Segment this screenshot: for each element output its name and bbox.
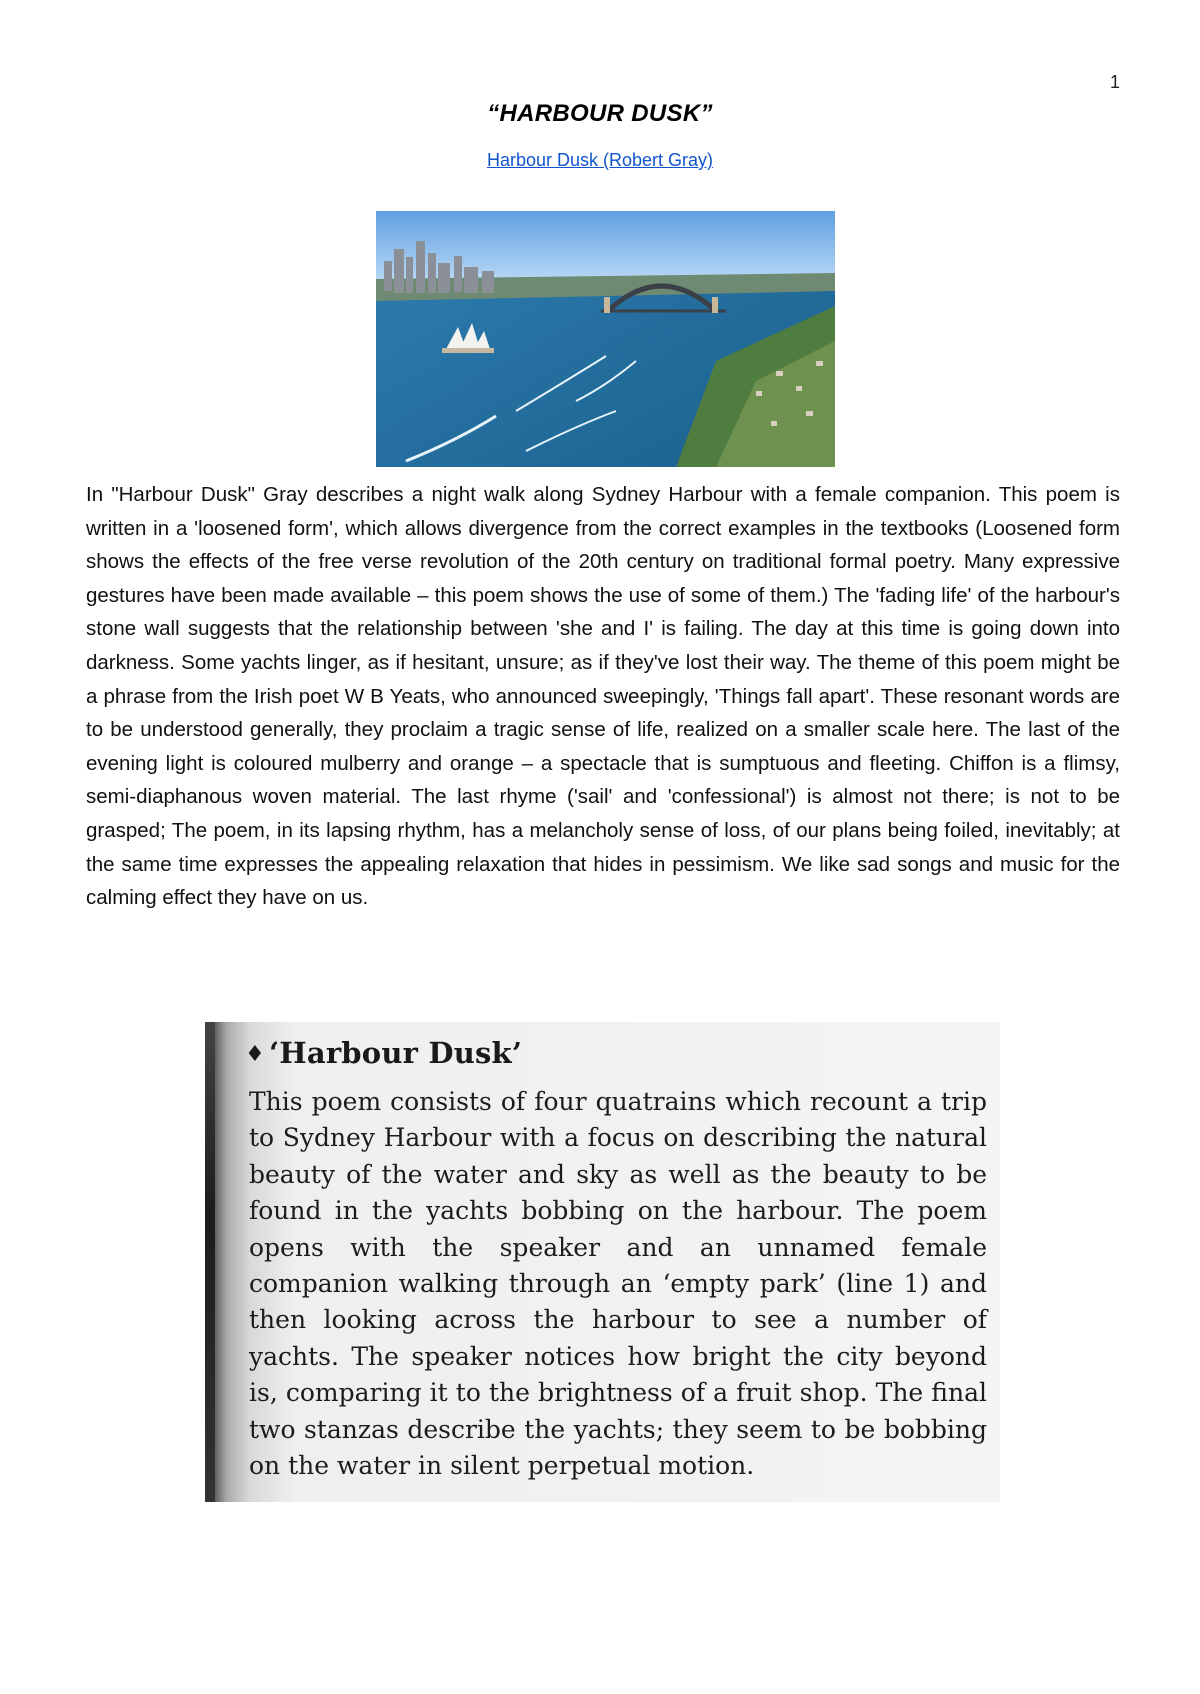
harbour-photo bbox=[376, 211, 835, 467]
diamond-bullet-icon: ♦ bbox=[245, 1041, 265, 1067]
scanned-excerpt-heading bbox=[245, 1036, 522, 1070]
source-link[interactable]: Harbour Dusk (Robert Gray) bbox=[486, 150, 714, 170]
scanned-excerpt bbox=[205, 1022, 1000, 1502]
page-title: “HARBOUR DUSK” bbox=[487, 100, 713, 127]
page-number: 1 bbox=[1109, 72, 1120, 92]
body-paragraph: In "Harbour Dusk" Gray describes a night walk along Sydney Harbour with a female companion. This poem is written in a 'loosened form', which allows divergence from the correct examples in the textbooks (Loosened form shows the effects of the free verse revolution of the 20th century on traditional formal poetry. Many expressive gestures have been made available – this poem shows the use of some of them.) The 'fading life' of the harbour's stone wall suggests that the relationship between 'she and I' is failing. The day at this time is going down into darkness. Some yachts linger, as if hesitant, unsure; as if they've lost their way. The theme of this poem might be a phrase from the Irish poet W B Yeats, who announced sweepingly, 'Things fall apart'. These resonant words are to be understood generally, they proclaim a tragic sense of life, realized on a smaller scale here. The last of the evening light is coloured mulberry and orange – a spectacle that is sumptuous and fleeting. Chiffon is a flimsy, semi-diaphanous woven material. The last rhyme ('sail' and 'confessional') is almost not there; is not to be grasped; The poem, in its lapsing rhythm, has a melancholy sense of loss, of our plans being foiled, inevitably; at the same time expresses the appealing relaxation that hides in pessimism. We like sad songs and music for the calming effect they have on us. bbox=[86, 483, 1120, 910]
scanned-excerpt-title: ‘Harbour Dusk’ bbox=[268, 1036, 523, 1070]
scanned-excerpt-text: This poem consists of four quatrains which recount a trip to Sydney Harbour with a focus on describing the natural beauty of the water and sky as well as the beauty to be found in the yachts bobbing on the harbour. The poem opens with the speaker and an unnamed female companion walking through an ‘empty park’ (line 1) and then looking across the harbour to see a number of yachts. The speaker notices how bright the city beyond is, comparing it to the brightness of a fruit shop. The final two stanzas describe the yachts; they seem to be bobbing on the water in silent perpetual motion. bbox=[249, 1087, 987, 1481]
source-link-container bbox=[0, 150, 1200, 171]
